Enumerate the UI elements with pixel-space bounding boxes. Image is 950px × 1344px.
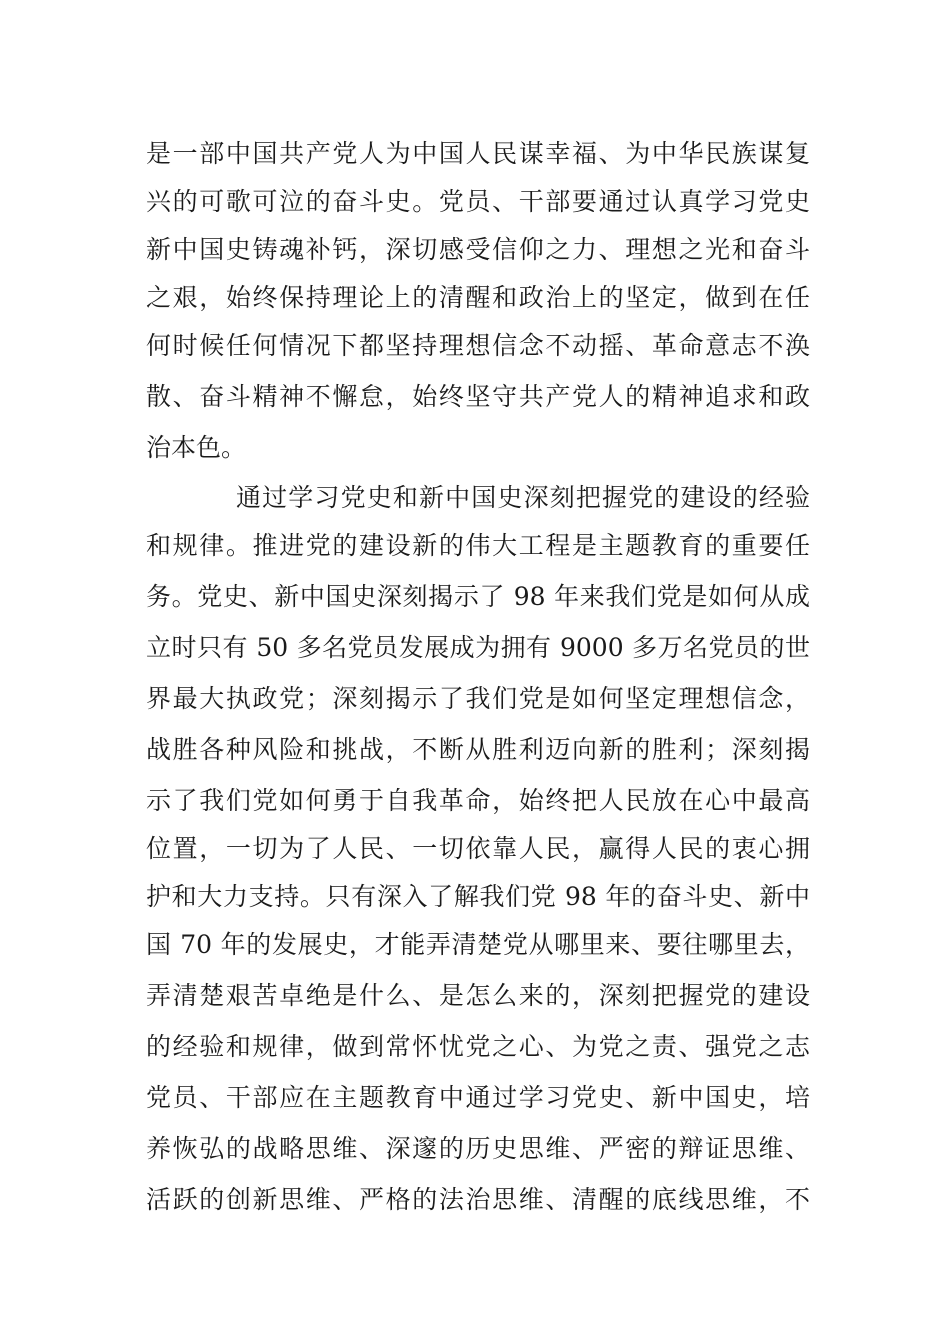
paragraph-2-line-15: 活跃的创新思维、严格的法治思维、清醒的底线思维，不 xyxy=(146,1185,810,1214)
paragraph-2-line-5: 界最大执政党；深刻揭示了我们党是如何坚定理想信念， xyxy=(146,684,810,713)
paragraph-2-line-3: 务。党史、新中国史深刻揭示了 98 年来我们党是如何从成 xyxy=(146,582,810,611)
paragraph-1-line-2: 兴的可歌可泣的奋斗史。党员、干部要通过认真学习党史 xyxy=(146,187,810,216)
paragraph-2-line-11: 弄清楚艰苦卓绝是什么、是怎么来的，深刻把握党的建设 xyxy=(146,981,810,1010)
paragraph-2-line-4: 立时只有 50 多名党员发展成为拥有 9000 多万名党员的世 xyxy=(146,633,810,662)
paragraph-1-line-4: 之艰，始终保持理论上的清醒和政治上的坚定，做到在任 xyxy=(146,283,810,312)
paragraph-2-line-13: 党员、干部应在主题教育中通过学习党史、新中国史，培 xyxy=(146,1083,810,1112)
paragraph-2-line-12: 的经验和规律，做到常怀忧党之心、为党之责、强党之志 xyxy=(146,1032,810,1061)
paragraph-1-line-3: 新中国史铸魂补钙，深切感受信仰之力、理想之光和奋斗 xyxy=(146,235,810,264)
paragraph-2-line-10: 国 70 年的发展史，才能弄清楚党从哪里来、要往哪里去， xyxy=(146,930,810,959)
paragraph-2-line-6: 战胜各种风险和挑战，不断从胜利迈向新的胜利；深刻揭 xyxy=(146,735,810,764)
paragraph-2-line-1: 通过学习党史和新中国史深刻把握党的建设的经验 xyxy=(236,483,810,512)
paragraph-2-line-7: 示了我们党如何勇于自我革命，始终把人民放在心中最高 xyxy=(146,786,810,815)
paragraph-1-line-5: 何时候任何情况下都坚持理想信念不动摇、革命意志不涣 xyxy=(146,331,810,360)
paragraph-1-line-1: 是一部中国共产党人为中国人民谋幸福、为中华民族谋复 xyxy=(146,139,810,168)
paragraph-1-line-7: 治本色。 xyxy=(146,433,247,462)
paragraph-2-line-14: 养恢弘的战略思维、深邃的历史思维、严密的辩证思维、 xyxy=(146,1134,810,1163)
paragraph-1-line-6: 散、奋斗精神不懈怠，始终坚守共产党人的精神追求和政 xyxy=(146,382,810,411)
paragraph-2-line-8: 位置，一切为了人民、一切依靠人民，赢得人民的衷心拥 xyxy=(146,834,810,863)
paragraph-2-line-9: 护和大力支持。只有深入了解我们党 98 年的奋斗史、新中 xyxy=(146,882,810,911)
paragraph-2-line-2: 和规律。推进党的建设新的伟大工程是主题教育的重要任 xyxy=(146,531,810,560)
